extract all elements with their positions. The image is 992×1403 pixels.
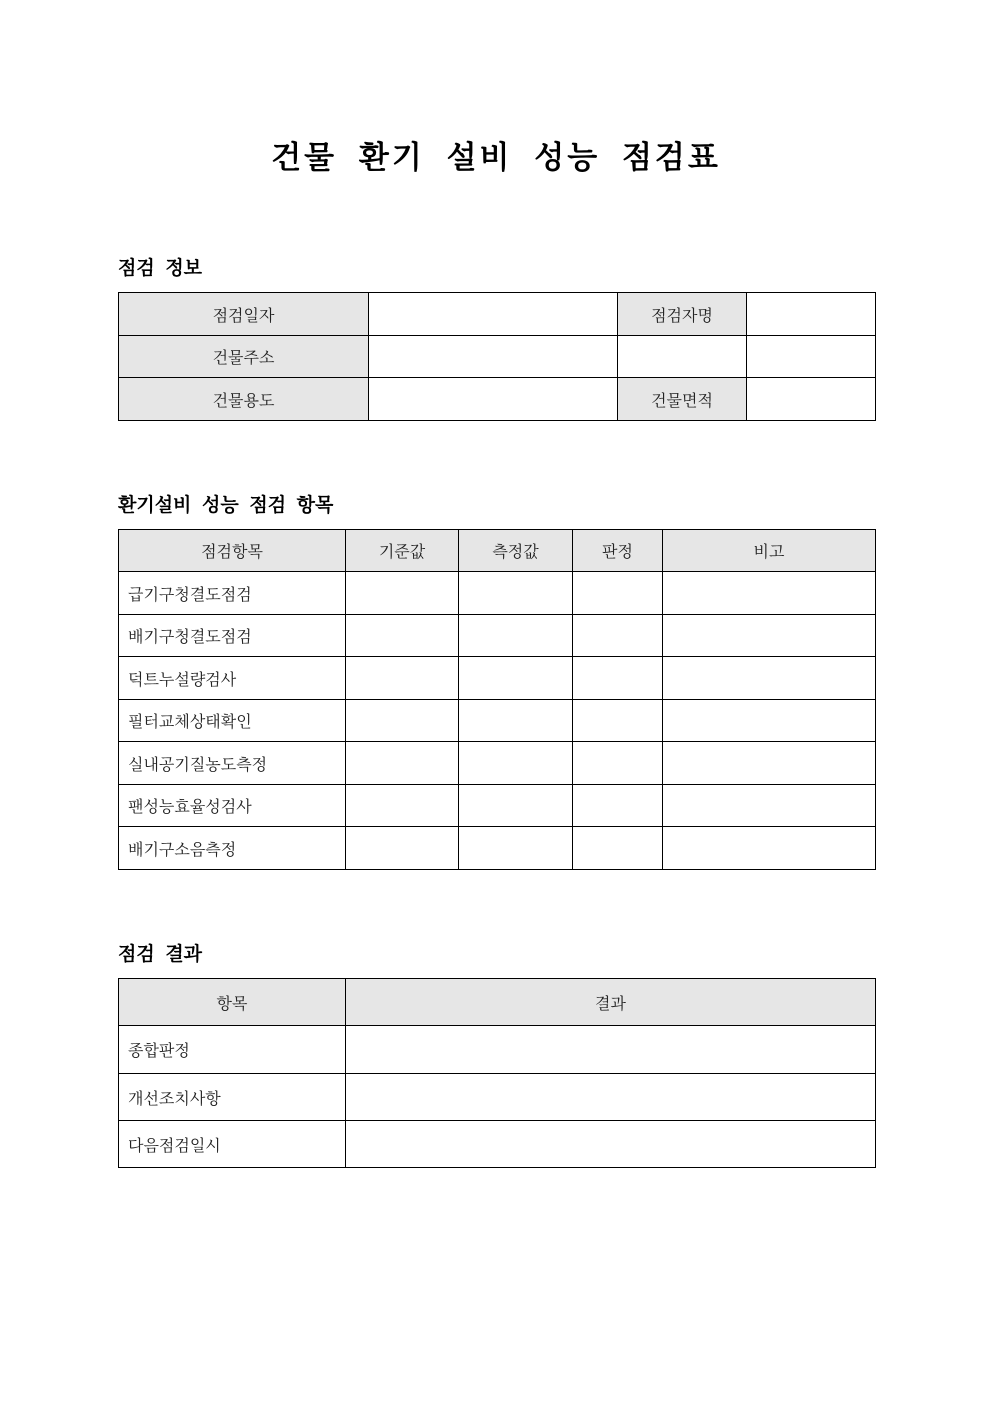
judgment-cell[interactable]: [573, 657, 663, 700]
item-label: 팬성능효율성검사: [119, 785, 346, 827]
table-row: [119, 1026, 876, 1074]
table-row: [119, 700, 876, 742]
table-row: [119, 572, 876, 615]
item-label: 덕트누설량검사: [119, 657, 346, 700]
judgment-cell[interactable]: [573, 742, 663, 785]
judgment-cell[interactable]: [573, 572, 663, 615]
standard-value-cell[interactable]: [346, 572, 459, 615]
table-header-row: [119, 530, 876, 572]
section-heading-performance-items: 환기설비 성능 점검 항목: [118, 494, 334, 516]
table-row: [119, 742, 876, 785]
table-row: [119, 615, 876, 657]
standard-value-cell[interactable]: [346, 742, 459, 785]
judgment-cell[interactable]: [573, 700, 663, 742]
item-label: 배기구청결도점검: [119, 615, 346, 657]
info-label-building-address: 건물주소: [119, 336, 369, 378]
building-address-field[interactable]: [369, 336, 618, 378]
standard-value-cell[interactable]: [346, 657, 459, 700]
info-label-inspector-name: 점검자명: [618, 293, 747, 336]
document-title: 건물 환기 설비 성능 점검표: [271, 140, 721, 176]
note-cell[interactable]: [663, 827, 876, 870]
judgment-cell[interactable]: [573, 615, 663, 657]
column-header-result: 결과: [346, 979, 876, 1026]
next-inspection-date-field[interactable]: [346, 1121, 876, 1168]
inspection-date-field[interactable]: [369, 293, 618, 336]
measured-value-cell[interactable]: [459, 742, 573, 785]
item-label: 급기구청결도점검: [119, 572, 346, 615]
table-row: [119, 1074, 876, 1121]
note-cell[interactable]: [663, 785, 876, 827]
info-label-building-use: 건물용도: [119, 378, 369, 421]
inspector-name-field[interactable]: [747, 293, 876, 336]
info-row: [119, 293, 876, 336]
table-row: [119, 785, 876, 827]
corrective-actions-field[interactable]: [346, 1074, 876, 1121]
note-cell[interactable]: [663, 572, 876, 615]
column-header-item: 항목: [119, 979, 346, 1026]
section-heading-inspection-result: 점검 결과: [118, 943, 203, 965]
measured-value-cell[interactable]: [459, 827, 573, 870]
standard-value-cell[interactable]: [346, 615, 459, 657]
standard-value-cell[interactable]: [346, 700, 459, 742]
measured-value-cell[interactable]: [459, 700, 573, 742]
performance-items-table: [118, 529, 876, 870]
note-cell[interactable]: [663, 700, 876, 742]
column-header-item: 점검항목: [119, 530, 346, 572]
building-area-field[interactable]: [747, 378, 876, 421]
measured-value-cell[interactable]: [459, 572, 573, 615]
info-label-inspection-date: 점검일자: [119, 293, 369, 336]
measured-value-cell[interactable]: [459, 657, 573, 700]
overall-judgment-field[interactable]: [346, 1026, 876, 1074]
table-row: [119, 827, 876, 870]
item-label: 배기구소음측정: [119, 827, 346, 870]
standard-value-cell[interactable]: [346, 785, 459, 827]
result-item-label: 다음점검일시: [119, 1121, 346, 1168]
note-cell[interactable]: [663, 615, 876, 657]
judgment-cell[interactable]: [573, 785, 663, 827]
info-row: [119, 378, 876, 421]
column-header-measured: 측정값: [459, 530, 573, 572]
result-item-label: 개선조치사항: [119, 1074, 346, 1121]
measured-value-cell[interactable]: [459, 785, 573, 827]
standard-value-cell[interactable]: [346, 827, 459, 870]
note-cell[interactable]: [663, 657, 876, 700]
judgment-cell[interactable]: [573, 827, 663, 870]
building-use-field[interactable]: [369, 378, 618, 421]
item-label: 실내공기질농도측정: [119, 742, 346, 785]
column-header-judgment: 판정: [573, 530, 663, 572]
result-item-label: 종합판정: [119, 1026, 346, 1074]
inspection-info-table: [118, 292, 876, 421]
table-header-row: [119, 979, 876, 1026]
info-blank-cell[interactable]: [747, 336, 876, 378]
info-row: [119, 336, 876, 378]
item-label: 필터교체상태확인: [119, 700, 346, 742]
section-heading-inspection-info: 점검 정보: [118, 257, 203, 279]
measured-value-cell[interactable]: [459, 615, 573, 657]
info-label-building-area: 건물면적: [618, 378, 747, 421]
note-cell[interactable]: [663, 742, 876, 785]
table-row: [119, 657, 876, 700]
column-header-standard: 기준값: [346, 530, 459, 572]
info-blank-cell[interactable]: [618, 336, 747, 378]
table-row: [119, 1121, 876, 1168]
inspection-result-table: [118, 978, 876, 1168]
column-header-note: 비고: [663, 530, 876, 572]
